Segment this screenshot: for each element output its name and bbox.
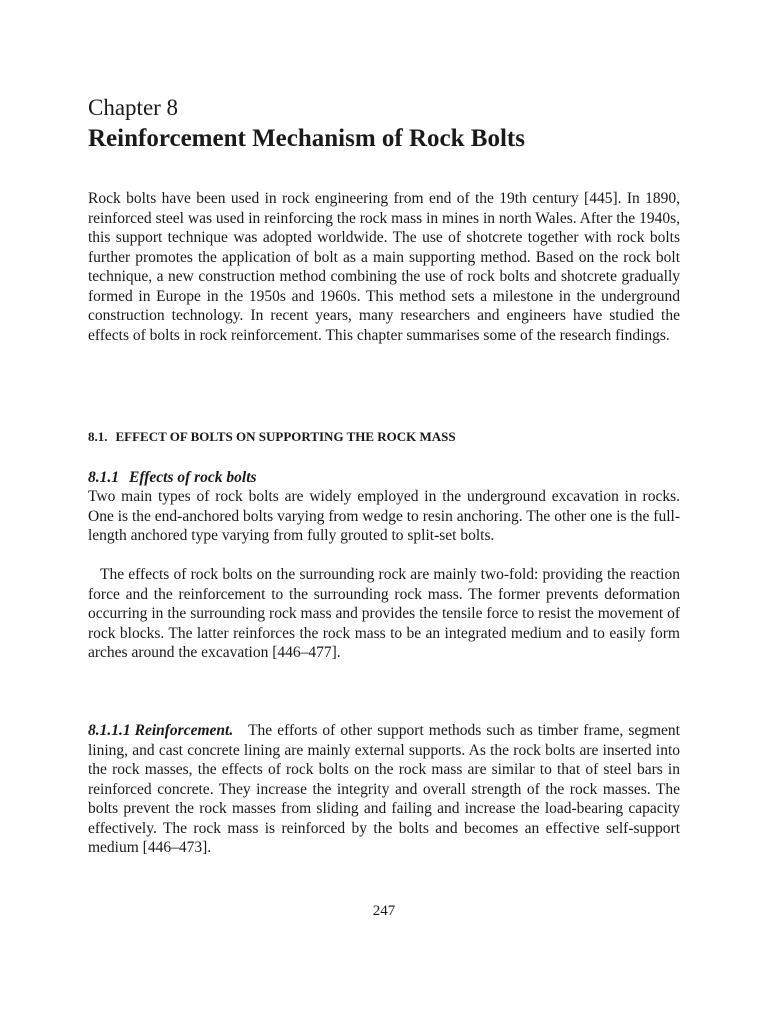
subsection-heading [88,468,257,488]
subsection-title: Effects of rock bolts [129,469,257,486]
subsubsection-heading [88,722,233,739]
subsection-number: 8.1.1 [88,469,119,486]
subsubsection-number: 8.1.1.1 [88,722,131,739]
subsubsection-text: The efforts of other support methods such as timber frame, segment lining, and cast concrete lining are mainly external supports. As the rock bolts are inserted into the rock masses, the effects of rock bolts on the rock mass are similar to that of steel bars in reinforced concrete. They increase the integrity and overall strength of the rock masses. The bolts prevent the rock masses from sliding and failing and increase the load-bearing capacity effectively. The rock mass is reinforced by the bolts and becomes an effective self-support medium [446–473]. [88,722,680,856]
document-page [88,0,680,1024]
section-number: 8.1. [88,429,108,444]
subsubsection-paragraph [88,721,680,858]
subsection-paragraph-1: Two main types of rock bolts are widely employed in the underground excavation in rocks. One is the end-anchored bolts varying from wedge to resin anchoring. The other one is the full-length anchored type varying from fully grouted to split-set bolts. [88,488,680,544]
chapter-title: Reinforcement Mechanism of Rock Bolts [88,125,525,152]
section-title: EFFECT OF BOLTS ON SUPPORTING THE ROCK MASS [115,429,456,444]
intro-paragraph: Rock bolts have been used in rock engineering from end of the 19th century [445]. In 1890, reinforced steel was used in reinforcing the rock mass in mines in north Wales. After the 1940s, this support technique was adopted worldwide. The use of shotcrete together with rock bolts further promotes the application of bolt as a main supporting method. Based on the rock bolt technique, a new construction method combining the use of rock bolts and shotcrete gradually formed in Europe in the 1950s and 1960s. This method sets a milestone in the underground construction technology. In recent years, many researchers and engineers have studied the effects of bolts in rock reinforcement. This chapter summarises some of the research findings. [88,190,680,344]
page-number: 247 [372,903,396,919]
subsubsection-title: Reinforcement. [134,722,234,739]
chapter-label: Chapter 8 [88,95,179,120]
section-heading [88,428,456,446]
subsection-paragraph-2: The effects of rock bolts on the surrounding rock are mainly two-fold: providing the reaction force and the reinforcement to the surrounding rock mass. The former prevents deformation occurring in the surrounding rock mass and provides the tensile force to resist the movement of rock blocks. The latter reinforces the rock mass to be an integrated medium and to easily form arches around the excavation [446–477]. [88,566,680,661]
